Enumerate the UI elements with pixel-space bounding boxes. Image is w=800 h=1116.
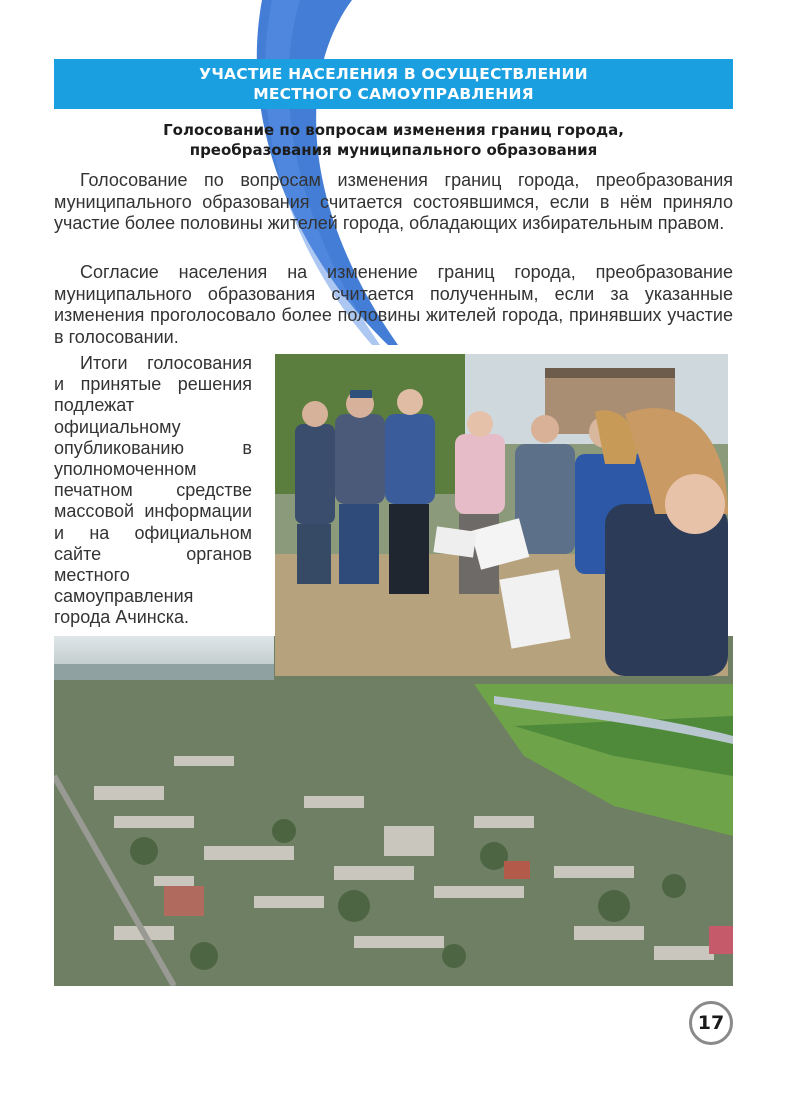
paragraph-consent: Согласие населения на изменение границ города, преобразование муниципального образования считается полученным, если за указанные изменения проголосовало более половины жителей города, принявших участие в голосовании. [54, 262, 733, 347]
paragraph-publication: Итоги голосования и принятые решения подлежат официальному опубликованию в уполномоченном печатном средстве массовой информации и на официальном сайте органов местного самоуправления города Ачинска. [54, 353, 252, 628]
paragraph-voting-validity: Голосование по вопросам изменения границ города, преобразования муниципального образования считается состоявшимся, если в нём приняло участие более половины жителей города, обладающих избирательным правом. [54, 170, 733, 233]
header-line-2: МЕСТНОГО САМОУПРАВЛЕНИЯ [253, 85, 534, 103]
section-header-banner [54, 59, 733, 109]
section-title [54, 120, 733, 160]
page-number: 17 [689, 1001, 733, 1045]
section-title-line-1: Голосование по вопросам изменения границ города, [163, 121, 624, 139]
residents-meeting-photo [275, 354, 728, 676]
aerial-city-photo [54, 636, 733, 986]
header-line-1: УЧАСТИЕ НАСЕЛЕНИЯ В ОСУЩЕСТВЛЕНИИ [199, 65, 588, 83]
section-title-line-2: преобразования муниципального образования [189, 141, 598, 159]
